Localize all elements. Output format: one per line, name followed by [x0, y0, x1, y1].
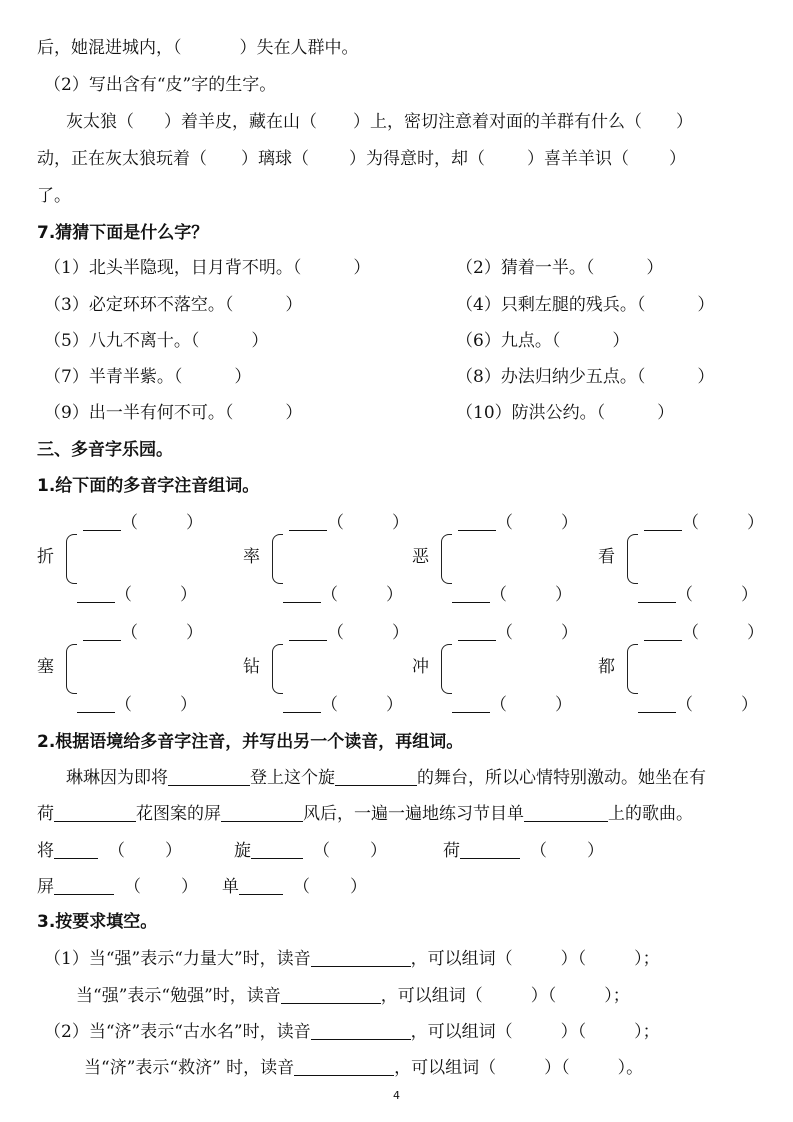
- paren: （: [530, 841, 547, 861]
- blank[interactable]: [281, 983, 381, 1004]
- pinyin-row-2: [37, 874, 367, 899]
- text: ）上，密切注意着对面的羊群有什么（: [353, 112, 642, 132]
- paren: （: [313, 841, 330, 861]
- riddle-item: [44, 401, 302, 425]
- paren: ）: [697, 367, 715, 387]
- text: ）。: [617, 1058, 644, 1078]
- paren: （: [676, 695, 693, 715]
- fill-line-1: [44, 946, 660, 971]
- paren: ）: [251, 331, 269, 351]
- text: ）（: [544, 1058, 570, 1078]
- paren: ）: [747, 513, 764, 533]
- text: ）喜羊羊识（: [527, 149, 629, 169]
- fill-line-4: [84, 1055, 643, 1080]
- pinyin-answer-line: [83, 510, 203, 535]
- context-line-1: [66, 765, 706, 790]
- paren: （: [682, 623, 699, 643]
- text: ）（: [560, 949, 587, 969]
- riddle-text: （5）八九不离十。（: [44, 331, 200, 351]
- paren: ）: [561, 623, 578, 643]
- riddle-text: （8）办法归纳少五点。（: [456, 367, 646, 387]
- riddle-text: （6）九点。（: [456, 331, 561, 351]
- blank[interactable]: [54, 874, 114, 895]
- brace-icon: [441, 644, 452, 694]
- char: 将: [37, 841, 54, 861]
- pinyin-answer-line: [452, 692, 572, 717]
- section-3-title: 三、多音字乐园。: [37, 440, 173, 460]
- riddle-text: （4）只剩左腿的残兵。（: [456, 295, 646, 315]
- paren: （: [490, 695, 507, 715]
- paren: ）: [181, 877, 198, 897]
- text: ）失在人群中。: [239, 38, 359, 58]
- paren: ）: [165, 841, 182, 861]
- pinyin-answer-line: [644, 620, 764, 645]
- riddle-text: （1）北头半隐现，日月背不明。（: [44, 258, 302, 278]
- pinyin-blank[interactable]: [83, 620, 121, 641]
- text: 风后，一遍一遍地练习节目单: [303, 804, 524, 824]
- char: 荷: [443, 841, 460, 861]
- paren: ）: [392, 513, 409, 533]
- pinyin-answer-line: [458, 510, 578, 535]
- riddle-item: [456, 401, 674, 425]
- paren: （: [496, 623, 513, 643]
- blank[interactable]: [251, 838, 303, 859]
- text: ）；: [634, 949, 660, 969]
- paren: ）: [747, 623, 764, 643]
- riddle-item: [44, 256, 370, 280]
- section-3-q1-title: 1.给下面的多音字注音组词。: [37, 476, 260, 496]
- text-line-1: [37, 36, 359, 60]
- paren: （: [327, 513, 344, 533]
- paren: ）: [186, 513, 203, 533]
- blank[interactable]: [54, 801, 136, 822]
- text: ）为得意时，却（: [349, 149, 485, 169]
- riddle-text: （7）半青半紫。（: [44, 367, 183, 387]
- riddle-item: [44, 365, 251, 389]
- text: ，可以组词（: [410, 1022, 513, 1042]
- text: （2）当“济”表示“古水名”时，读音: [44, 1022, 311, 1042]
- text: 荷: [37, 804, 54, 824]
- pinyin-blank[interactable]: [283, 692, 321, 713]
- paren: （: [108, 841, 125, 861]
- paren: ）: [561, 513, 578, 533]
- riddle-text: （3）必定环环不落空。（: [44, 295, 234, 315]
- pinyin-answer-line: [638, 582, 758, 607]
- pinyin-answer-line: [77, 582, 197, 607]
- paren: ）: [234, 367, 252, 387]
- pinyin-row-1: [37, 838, 604, 863]
- text: 后，她混进城内，（: [37, 38, 182, 58]
- blank[interactable]: [168, 765, 250, 786]
- paren: ）: [697, 295, 715, 315]
- pinyin-answer-line: [283, 692, 403, 717]
- brace-icon: [66, 534, 77, 584]
- text: 上的歌曲。: [608, 804, 693, 824]
- paren: （: [682, 513, 699, 533]
- pinyin-answer-line: [289, 620, 409, 645]
- text: ）；: [604, 986, 630, 1006]
- riddle-item: [456, 293, 714, 317]
- paren: ）: [646, 258, 664, 278]
- text: 的舞台，所以心情特别激动。她坐在有: [417, 768, 706, 788]
- text: ）璃球（: [241, 149, 309, 169]
- text: 花图案的屏: [136, 804, 221, 824]
- text: ）（: [530, 986, 557, 1006]
- blank[interactable]: [311, 1019, 411, 1040]
- pinyin-answer-line: [452, 582, 572, 607]
- polyphonic-char: 钻: [243, 657, 260, 677]
- text: ，可以组词（: [394, 1058, 497, 1078]
- pinyin-blank[interactable]: [644, 620, 682, 641]
- paren: ）: [612, 331, 630, 351]
- pinyin-blank[interactable]: [77, 692, 115, 713]
- text: 登上这个旋: [250, 768, 335, 788]
- pinyin-blank[interactable]: [452, 582, 490, 603]
- blank[interactable]: [524, 801, 608, 822]
- pinyin-blank[interactable]: [638, 692, 676, 713]
- riddle-item: [456, 365, 714, 389]
- polyphonic-char: 恶: [412, 547, 429, 567]
- paren: ）: [285, 403, 303, 423]
- brace-icon: [627, 534, 638, 584]
- text: ）（: [560, 1022, 587, 1042]
- polyphonic-char: 塞: [37, 657, 54, 677]
- paren: ）: [386, 695, 403, 715]
- pinyin-blank[interactable]: [289, 620, 327, 641]
- question-2-title: （2）写出含有“皮”字的生字。: [44, 75, 277, 95]
- paren: ）: [386, 585, 403, 605]
- context-line-2: [37, 801, 693, 826]
- riddle-item: [456, 329, 629, 353]
- riddle-text: （2）猜着一半。（: [456, 258, 595, 278]
- paren: ）: [657, 403, 675, 423]
- page-number: 4: [393, 1089, 400, 1102]
- paren: ）: [370, 841, 387, 861]
- char: 单: [222, 877, 239, 897]
- text: 琳琳因为即将: [66, 768, 168, 788]
- brace-icon: [66, 644, 77, 694]
- paren: ）: [353, 258, 371, 278]
- paren: ）: [555, 695, 572, 715]
- question-7-title: 7.猜猜下面是什么字？: [37, 223, 209, 243]
- riddle-item: [44, 329, 268, 353]
- paren: ）: [741, 695, 758, 715]
- pinyin-blank[interactable]: [83, 510, 121, 531]
- text: ）: [669, 149, 686, 169]
- paren: ）: [186, 623, 203, 643]
- paren: （: [293, 877, 310, 897]
- question-2-line-3: 了。: [37, 186, 71, 206]
- text: ）: [676, 112, 693, 132]
- text: 当“强”表示“勉强”时，读音: [76, 986, 281, 1006]
- fill-line-2: [76, 983, 630, 1008]
- paren: ）: [180, 695, 197, 715]
- paren: （: [490, 585, 507, 605]
- paren: （: [121, 623, 138, 643]
- pinyin-answer-line: [77, 692, 197, 717]
- paren: （: [321, 695, 338, 715]
- pinyin-answer-line: [644, 510, 764, 535]
- brace-icon: [441, 534, 452, 584]
- section-3-q3-title: 3.按要求填空。: [37, 912, 158, 932]
- paren: ）: [392, 623, 409, 643]
- char: 屏: [37, 877, 54, 897]
- polyphonic-char: 冲: [412, 657, 429, 677]
- polyphonic-char: 折: [37, 547, 54, 567]
- pinyin-blank[interactable]: [289, 510, 327, 531]
- question-2-line-1: [66, 110, 693, 134]
- pinyin-answer-line: [458, 620, 578, 645]
- paren: ）: [587, 841, 604, 861]
- blank[interactable]: [221, 801, 303, 822]
- text: ，可以组词（: [380, 986, 483, 1006]
- pinyin-answer-line: [283, 582, 403, 607]
- paren: ）: [555, 585, 572, 605]
- text: （1）当“强”表示“力量大”时，读音: [44, 949, 311, 969]
- brace-icon: [272, 534, 283, 584]
- char: 旋: [234, 841, 251, 861]
- section-3-q2-title: 2.根据语境给多音字注音，并写出另一个读音，再组词。: [37, 732, 464, 752]
- text: 动，正在灰太狼玩着（: [37, 149, 207, 169]
- pinyin-blank[interactable]: [644, 510, 682, 531]
- blank[interactable]: [460, 838, 520, 859]
- riddle-item: [44, 293, 302, 317]
- pinyin-answer-line: [289, 510, 409, 535]
- pinyin-answer-line: [83, 620, 203, 645]
- text: ，可以组词（: [410, 949, 513, 969]
- paren: ）: [180, 585, 197, 605]
- blank[interactable]: [239, 874, 283, 895]
- riddle-text: （9）出一半有何不可。（: [44, 403, 234, 423]
- pinyin-blank[interactable]: [452, 692, 490, 713]
- riddle-item: [456, 256, 663, 280]
- paren: （: [327, 623, 344, 643]
- text: 当“济”表示“救济” 时，读音: [84, 1058, 295, 1078]
- text: ）着羊皮，藏在山（: [164, 112, 317, 132]
- paren: ）: [741, 585, 758, 605]
- blank[interactable]: [294, 1055, 394, 1076]
- paren: （: [321, 585, 338, 605]
- pinyin-answer-line: [638, 692, 758, 717]
- blank[interactable]: [311, 946, 411, 967]
- paren: （: [121, 513, 138, 533]
- paren: （: [124, 877, 141, 897]
- pinyin-blank[interactable]: [77, 582, 115, 603]
- paren: ）: [350, 877, 367, 897]
- paren: （: [115, 585, 132, 605]
- text: 灰太狼（: [66, 112, 134, 132]
- pinyin-blank[interactable]: [458, 510, 496, 531]
- brace-icon: [272, 644, 283, 694]
- paren: （: [496, 513, 513, 533]
- pinyin-blank[interactable]: [638, 582, 676, 603]
- question-2-line-2: [37, 147, 686, 171]
- text: ）；: [634, 1022, 660, 1042]
- brace-icon: [627, 644, 638, 694]
- blank[interactable]: [335, 765, 417, 786]
- pinyin-blank[interactable]: [283, 582, 321, 603]
- polyphonic-char: 率: [243, 547, 260, 567]
- paren: （: [115, 695, 132, 715]
- fill-line-3: [44, 1019, 660, 1044]
- pinyin-blank[interactable]: [458, 620, 496, 641]
- riddle-text: （10）防洪公约。（: [456, 403, 606, 423]
- paren: ）: [285, 295, 303, 315]
- blank[interactable]: [54, 838, 98, 859]
- polyphonic-char: 都: [598, 657, 615, 677]
- paren: （: [676, 585, 693, 605]
- polyphonic-char: 看: [598, 547, 615, 567]
